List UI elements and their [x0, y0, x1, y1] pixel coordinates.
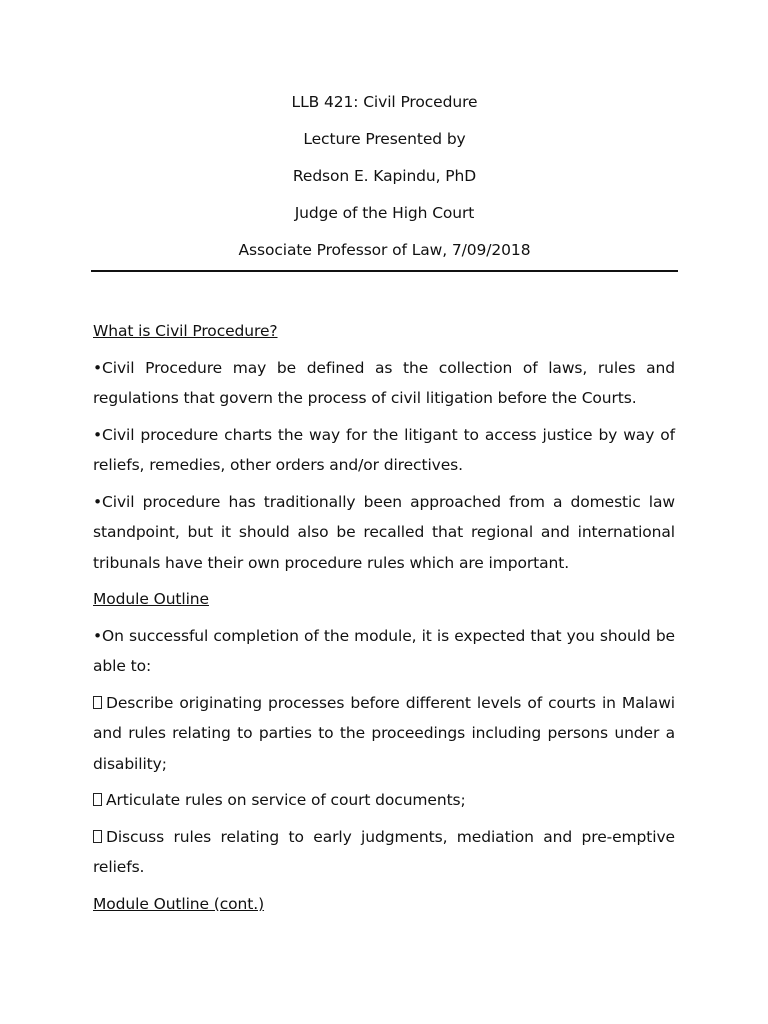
missing-glyph-bullet-icon — [93, 696, 102, 709]
paragraph-access-justice: •Civil procedure charts the way for the litigant to access justice by way of reliefs, remedies, other orders and/or directives. — [93, 425, 675, 474]
missing-glyph-bullet-icon — [93, 793, 102, 806]
section-heading-module-outline: Module Outline — [93, 590, 209, 608]
outline-item-text: Describe originating processes before different levels of courts in Malawi and rules relating to parties to the proceedings including persons under a disability; — [93, 693, 675, 773]
lecturer-title-judge: Judge of the High Court — [294, 204, 475, 222]
paragraph-domestic-law: •Civil procedure has traditionally been approached from a domestic law standpoint, but it should also be recalled that regional and international tribunals have their own procedure rules which are important. — [93, 492, 675, 572]
outline-item-text: Articulate rules on service of court documents; — [106, 791, 466, 809]
outline-item-text: Discuss rules relating to early judgments, mediation and pre-emptive reliefs. — [93, 827, 675, 876]
paragraph-module-intro: •On successful completion of the module, it is expected that you should be able to: — [93, 626, 675, 675]
document-body — [93, 316, 675, 925]
section-heading-what-is: What is Civil Procedure? — [93, 322, 278, 340]
missing-glyph-bullet-icon — [93, 830, 102, 843]
course-title: LLB 421: Civil Procedure — [291, 93, 478, 111]
document-header — [92, 92, 677, 260]
outline-item-originating-processes — [93, 688, 675, 780]
outline-item-early-judgments — [93, 822, 675, 883]
lecturer-name: Redson E. Kapindu, PhD — [292, 167, 477, 185]
header-divider — [91, 270, 678, 272]
paragraph-definition: •Civil Procedure may be defined as the collection of laws, rules and regulations that govern the process of civil litigation before the Courts. — [93, 358, 675, 407]
lecturer-title-professor: Associate Professor of Law, 7/09/2018 — [238, 241, 531, 259]
section-heading-module-outline-cont: Module Outline (cont.) — [93, 894, 265, 913]
outline-item-service-rules — [93, 785, 675, 816]
presented-by-line: Lecture Presented by — [303, 130, 466, 148]
